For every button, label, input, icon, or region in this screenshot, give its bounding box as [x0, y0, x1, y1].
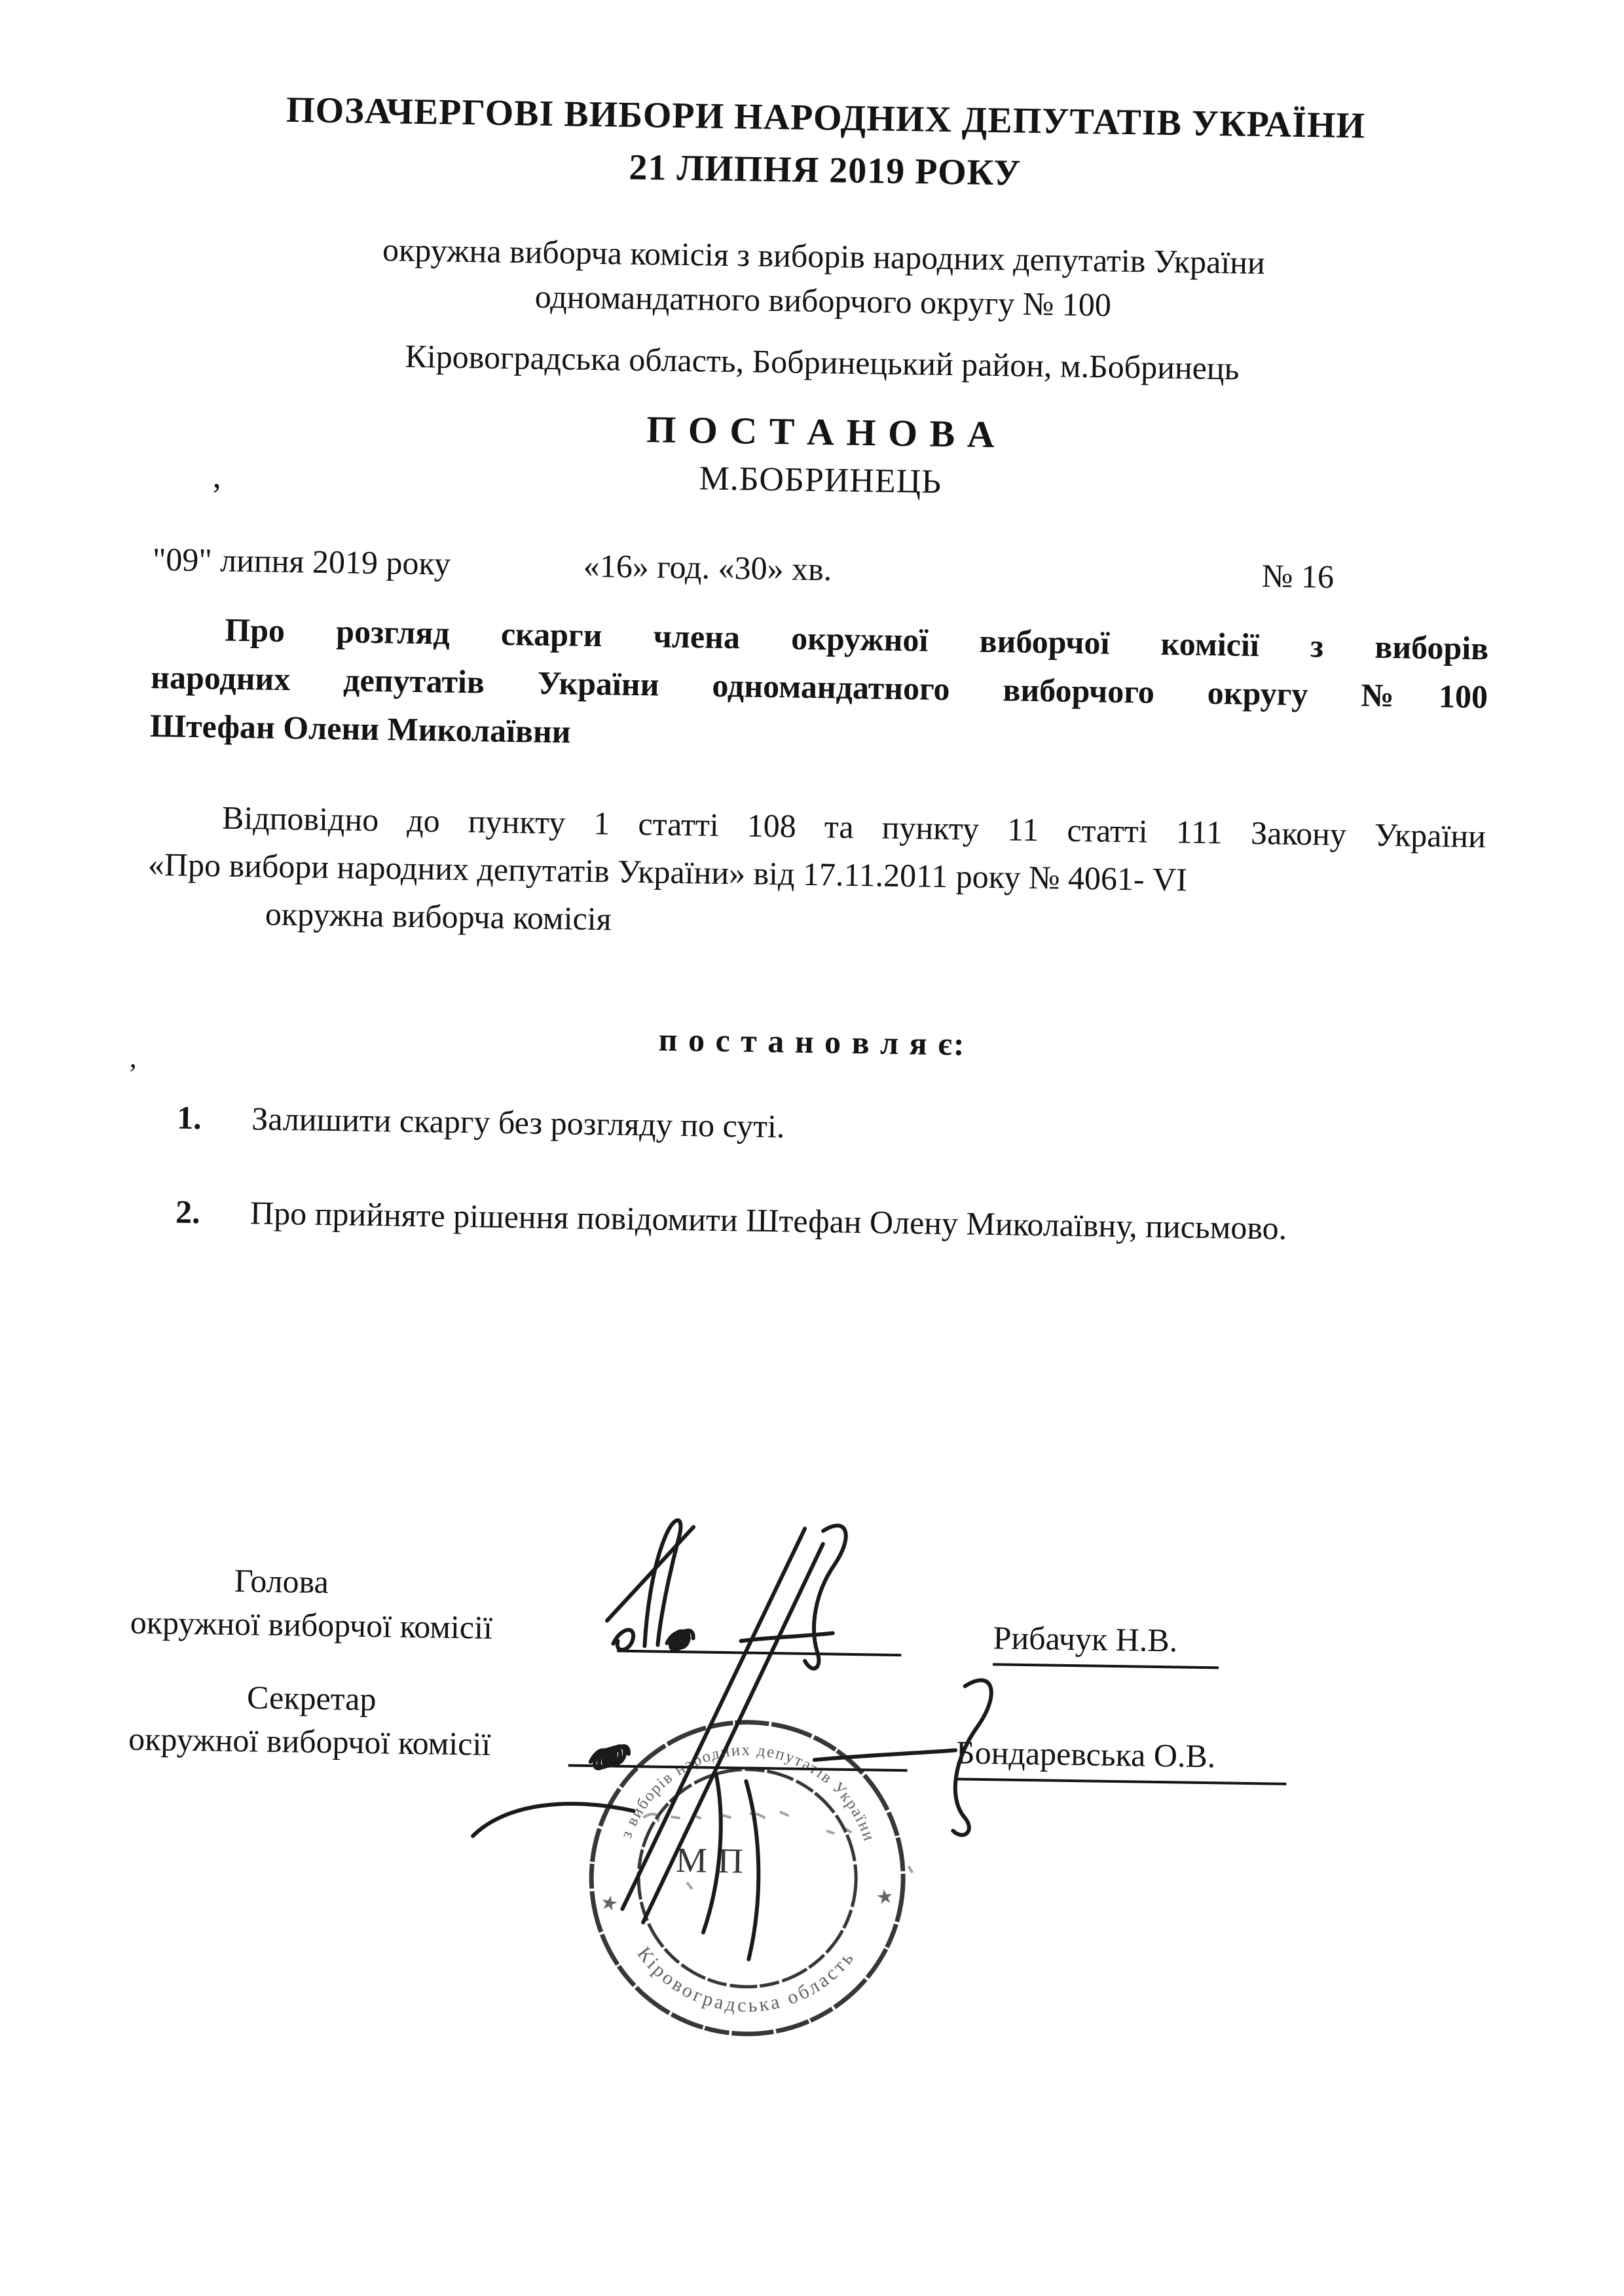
- item-number: 2.: [175, 1193, 201, 1231]
- document-title: П О С Т А Н О В А: [646, 408, 997, 456]
- signature-role-secretary-line2: окружної виборчої комісії: [128, 1720, 491, 1762]
- signature-stroke: [607, 1525, 693, 1622]
- signature-stroke: [953, 1680, 991, 1836]
- location-line: Кіровоградська область, Бобринецький район, м.Бобринець: [405, 337, 1240, 387]
- header-title-line1: ПОЗАЧЕРГОВІ ВИБОРИ НАРОДНИХ ДЕПУТАТІВ УКРАЇНИ: [286, 89, 1366, 147]
- resolves-heading: п о с т а н о в л я є:: [658, 1021, 966, 1063]
- preamble-paragraph: [147, 793, 1486, 956]
- meta-time: «16» год. «30» хв.: [583, 547, 832, 588]
- resolution-item-1: [144, 1098, 1482, 1156]
- scan-artifact-apostrophe: ’: [127, 1057, 138, 1090]
- meta-date: "09" липня 2019 року: [152, 540, 451, 582]
- seal-star-right-icon: ★: [871, 1884, 898, 1910]
- meta-number: № 16: [1261, 557, 1335, 595]
- subject-line: Про розгляд скарги члена окружної виборчої комісії з виборів: [224, 611, 1489, 667]
- preamble-line: «Про вибори народних депутатів України» від 17.11.2011 року № 4061- VI: [147, 845, 1188, 898]
- seal-arc-top-text: з виборів народних депутатів України: [617, 1741, 879, 1844]
- chairman-signature-ink: [606, 1520, 846, 1669]
- signature-name-secretary: Бондаревська О.В.: [955, 1733, 1287, 1785]
- subject-paragraph: [150, 604, 1489, 769]
- commission-line2: одномандатного виборчого округу № 100: [534, 278, 1112, 323]
- subject-line: Штефан Олени Миколаївни: [149, 706, 572, 750]
- commission-seal: [589, 1720, 915, 2036]
- subject-line: народних депутатів України одномандатного виборчого округу №100: [150, 658, 1488, 716]
- signature-stroke: [667, 1630, 693, 1650]
- commission-line1: окружна виборча комісія з виборів народних депутатів України: [382, 231, 1266, 282]
- item-text: Залишити скаргу без розгляду по суті.: [251, 1100, 785, 1145]
- preamble-line: окружна виборча комісія: [265, 895, 612, 938]
- item-text: Про прийняте рішення повідомити Штефан Олену Миколаївну, письмово.: [249, 1194, 1287, 1247]
- signatures-and-seal-overlay: [404, 1487, 1107, 2086]
- resolution-item-2: [143, 1192, 1481, 1250]
- item-number: 1.: [176, 1099, 202, 1137]
- seal-center-label: МП: [675, 1840, 754, 1881]
- seal-arc-bottom-text: Кіровоградська область: [633, 1942, 860, 2016]
- signature-stroke: [644, 1520, 680, 1647]
- signature-name-chairman: Рибачук Н.В.: [993, 1618, 1219, 1669]
- preamble-line: Відповідно до пункту 1 статті 108 та пункту 11 статті 111 Закону України: [221, 799, 1486, 855]
- signature-role-chairman-line1: Голова: [234, 1562, 329, 1601]
- signature-stroke: [805, 1525, 846, 1669]
- signature-stroke: [591, 1745, 629, 1768]
- signature-role-secretary-line1: Секретар: [246, 1679, 377, 1718]
- seal-star-left-icon: ★: [595, 1890, 623, 1916]
- document-city: М.БОБРИНЕЦЬ: [699, 460, 942, 501]
- signature-stroke: [613, 1630, 633, 1650]
- signature-role-chairman-line2: окружної виборчої комісії: [130, 1603, 493, 1646]
- scan-artifact-comma: ,: [212, 458, 222, 496]
- signature-stroke: [815, 1748, 955, 1762]
- header-title-line2: 21 ЛИПНЯ 2019 РОКУ: [629, 147, 1022, 194]
